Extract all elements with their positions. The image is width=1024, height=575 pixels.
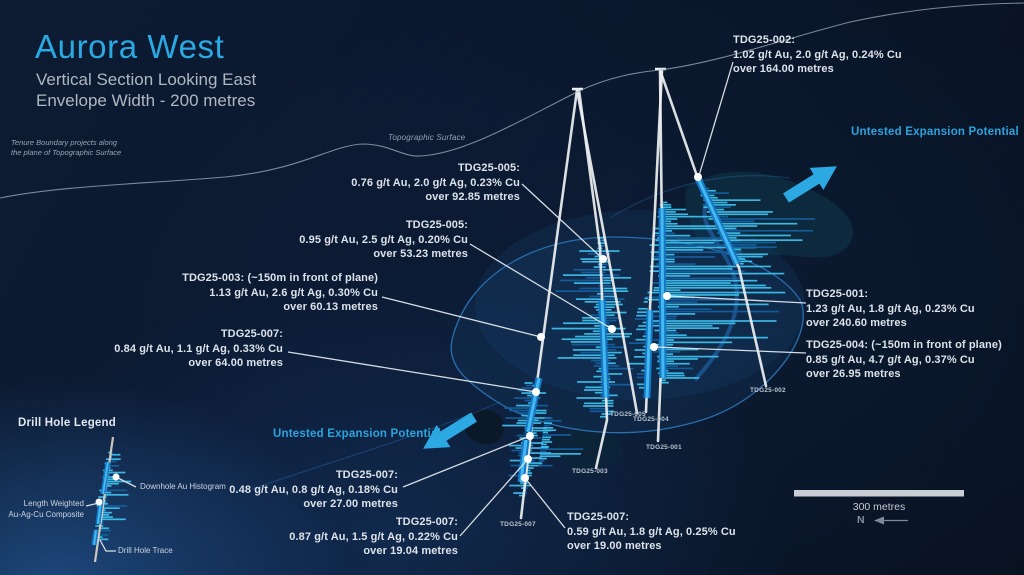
annotation-tdg25-007-d xyxy=(567,510,736,554)
annotation-tdg25-007-a xyxy=(114,327,283,371)
annotation-tdg25-005-a xyxy=(351,161,520,205)
legend-title: Drill Hole Legend xyxy=(18,417,116,429)
trace-label-tdg25-003: TDG25-003 xyxy=(572,468,608,475)
annotation-tdg25-002 xyxy=(733,33,902,77)
annotation-interval: over 26.95 metres xyxy=(806,368,901,380)
annotation-assay: 0.84 g/t Au, 1.1 g/t Ag, 0.33% Cu xyxy=(114,342,283,355)
annotation-interval: over 60.13 metres xyxy=(283,301,378,313)
legend-composite-label-1: Length Weighted xyxy=(23,499,84,508)
annotation-tdg25-005-b xyxy=(299,218,468,262)
scale-bar xyxy=(794,490,964,497)
annotation-title: TDG25-005: xyxy=(405,219,468,231)
trace-label-tdg25-007: TDG25-007 xyxy=(500,521,536,528)
topographic-surface-label: Topographic Surface xyxy=(388,133,466,142)
annotation-assay: 0.48 g/t Au, 0.8 g/t Ag, 0.18% Cu xyxy=(229,483,398,496)
annotation-interval: over 240.60 metres xyxy=(806,317,907,329)
annotation-interval: over 164.00 metres xyxy=(733,63,834,75)
annotation-title: TDG25-005: xyxy=(457,162,520,174)
annotation-interval: over 53.23 metres xyxy=(373,248,468,260)
subtitle-line-1: Vertical Section Looking East xyxy=(36,70,257,89)
annotation-tdg25-003 xyxy=(182,271,378,315)
legend-histogram-label: Downhole Au Histogram xyxy=(140,482,226,491)
annotation-assay: 1.23 g/t Au, 1.8 g/t Ag, 0.23% Cu xyxy=(806,302,975,315)
legend-trace-label: Drill Hole Trace xyxy=(118,546,173,555)
annotation-tdg25-007-b xyxy=(229,468,398,512)
legend-composite-label-2: Au-Ag-Cu Composite xyxy=(8,510,84,519)
annotation-assay: 0.95 g/t Au, 2.5 g/t Ag, 0.20% Cu xyxy=(299,233,468,246)
annotation-title: TDG25-007: xyxy=(567,511,630,523)
annotation-assay: 1.13 g/t Au, 2.6 g/t Ag, 0.30% Cu xyxy=(209,286,378,299)
trace-label-tdg25-005: TDG25-005 xyxy=(610,411,646,418)
tenure-note-line-1: Tenure Boundary projects along xyxy=(11,138,118,147)
north-arrow-icon xyxy=(874,517,884,525)
annotation-title: TDG25-007: xyxy=(220,328,283,340)
annotation-interval: over 64.00 metres xyxy=(188,357,283,369)
untested-expansion-label-top: Untested Expansion Potential xyxy=(851,126,1019,138)
annotation-title: TDG25-001: xyxy=(806,288,869,300)
annotation-title: TDG25-002: xyxy=(733,34,796,46)
subtitle-line-2: Envelope Width - 200 metres xyxy=(36,91,256,110)
scale-bar-label: 300 metres xyxy=(852,501,906,513)
north-label: N xyxy=(857,514,865,526)
annotation-assay: 0.87 g/t Au, 1.5 g/t Ag, 0.22% Cu xyxy=(289,530,458,543)
trace-label-tdg25-004: TDG25-004 xyxy=(633,416,669,423)
annotation-title: TDG25-004: (~150m in front of plane) xyxy=(806,339,1002,351)
annotation-interval: over 27.00 metres xyxy=(303,498,398,510)
annotation-tdg25-007-c xyxy=(289,515,458,559)
annotation-assay: 1.02 g/t Au, 2.0 g/t Ag, 0.24% Cu xyxy=(733,48,902,61)
untested-expansion-label-bottom: Untested Expansion Potential xyxy=(273,428,441,440)
page-title: Aurora West xyxy=(35,28,225,65)
annotation-tdg25-004 xyxy=(806,338,1002,382)
trace-label-tdg25-001: TDG25-001 xyxy=(646,444,682,451)
annotation-assay: 0.59 g/t Au, 1.8 g/t Ag, 0.25% Cu xyxy=(567,525,736,538)
trace-label-tdg25-002: TDG25-002 xyxy=(750,387,786,394)
annotation-assay: 0.76 g/t Au, 2.0 g/t Ag, 0.23% Cu xyxy=(351,176,520,189)
annotation-interval: over 19.00 metres xyxy=(567,540,662,552)
tenure-note-line-2: the plane of Topographic Surface xyxy=(11,148,122,157)
annotation-title: TDG25-007: xyxy=(395,516,458,528)
annotation-assay: 0.85 g/t Au, 4.7 g/t Ag, 0.37% Cu xyxy=(806,353,975,366)
annotation-title: TDG25-007: xyxy=(335,469,398,481)
annotation-title: TDG25-003: (~150m in front of plane) xyxy=(182,272,378,284)
annotation-tdg25-001 xyxy=(806,287,975,331)
annotation-interval: over 92.85 metres xyxy=(425,191,520,203)
annotation-interval: over 19.04 metres xyxy=(363,545,458,557)
